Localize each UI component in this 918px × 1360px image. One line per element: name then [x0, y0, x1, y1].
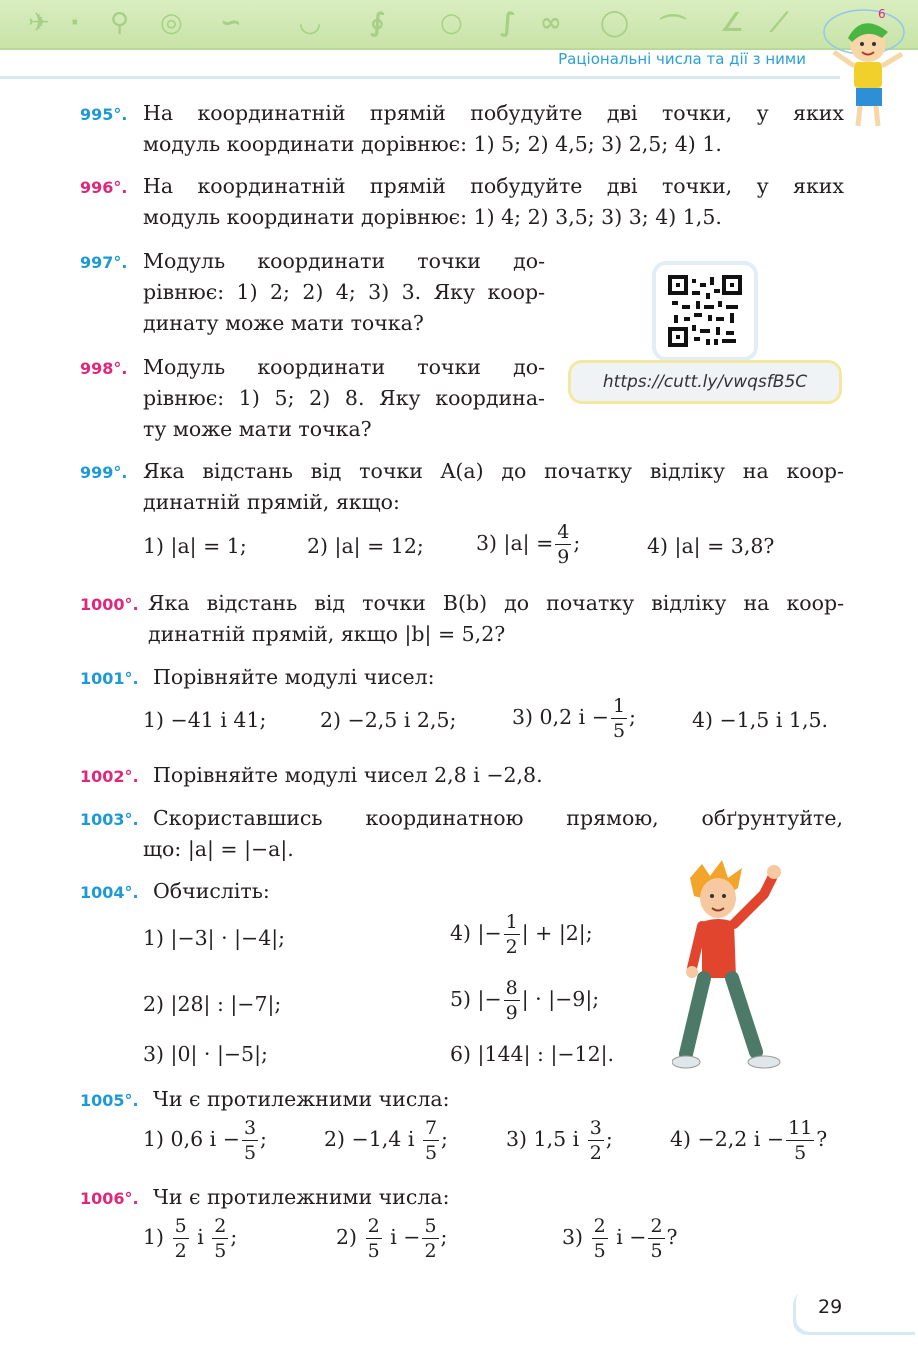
math-doodle-icon: ⚲ — [110, 8, 130, 38]
exercise-998 — [80, 352, 127, 384]
text-line: рівнює: 1) 2; 2) 4; 3) 3. Яку коор- — [143, 280, 545, 304]
item: 1) |−3| · |−4|; — [143, 926, 286, 950]
text-line: Чи є протилежними числа: — [153, 1087, 450, 1111]
text-line: що: |a| = |−a|. — [143, 837, 294, 861]
math-doodle-icon: ∞ — [540, 8, 562, 38]
exercise-number: 995°. — [80, 105, 128, 124]
page-number-tab — [796, 1288, 918, 1332]
fraction: $\frac{2}{5}$ — [367, 1215, 380, 1262]
item: 3) |a| = $\frac{4}{9}$ ; — [476, 521, 581, 568]
item: 3) |0| · |−5|; — [143, 1042, 268, 1066]
text-line: Яка відстань від точки B(b) до початку відліку на коор- — [148, 591, 844, 615]
exercise-997 — [80, 246, 127, 278]
exercise-number: 1002°. — [80, 767, 139, 786]
exercise-text — [143, 98, 844, 160]
exercise-number: 997°. — [80, 253, 128, 272]
text-line: динатній прямій, якщо: — [143, 490, 400, 514]
fraction: $\frac{11}{5}$ — [788, 1117, 813, 1164]
exercise-number: 1005°. — [80, 1091, 139, 1110]
exercise-999 — [80, 456, 127, 488]
text-line: На координатній прямій побудуйте дві точки, у яких — [143, 174, 844, 198]
text-line: рівнює: 1) 5; 2) 8. Яку координа- — [143, 386, 545, 410]
math-doodle-icon: ∫ — [500, 8, 516, 38]
text-line: Порівняйте модулі чисел 2,8 і −2,8. — [153, 763, 543, 787]
item: 4) −2,2 і − $\frac{11}{5}$ ? — [670, 1117, 828, 1164]
math-doodle-icon: ○ — [440, 8, 463, 38]
exercise-1006 — [80, 1182, 139, 1214]
fraction: $\frac{1}{5}$ — [612, 695, 626, 742]
qr-link[interactable]: https://cutt.ly/vwqsfB5C — [568, 360, 842, 404]
exercise-text — [148, 588, 844, 650]
exercise-text — [143, 246, 545, 339]
exercise-number: 1001°. — [80, 669, 139, 688]
fraction: $\frac{8}{9}$ — [505, 977, 518, 1024]
exercise-1003 — [80, 803, 139, 835]
exercise-text — [153, 1084, 843, 1115]
math-doodle-icon: ◯ — [600, 8, 630, 38]
fraction: $\frac{2}{5}$ — [214, 1215, 227, 1262]
text-line: модуль координати дорівнює: 1) 5; 2) 4,5; 3) 2,5; 4) 1. — [143, 132, 722, 156]
exercise-1001 — [80, 662, 139, 694]
page-number: 29 — [818, 1296, 843, 1318]
fraction: $\frac{5}{2}$ — [424, 1215, 437, 1262]
item: 1) 0,6 і − $\frac{3}{5}$ ; — [143, 1117, 267, 1164]
fraction: $\frac{2}{5}$ — [593, 1215, 606, 1262]
math-doodle-icon: ✈ — [28, 8, 50, 38]
exercise-number: 999°. — [80, 463, 128, 482]
math-doodle-icon: ◡ — [300, 8, 320, 38]
text-line: Скориставшись координатною прямою, обґрунтуйте, — [153, 806, 843, 830]
exercise-text — [153, 760, 843, 791]
svg-text:6: 6 — [878, 7, 886, 21]
exercise-995 — [80, 98, 127, 130]
text-line: ту може мати точка? — [143, 417, 372, 441]
item: 4) −1,5 і 1,5. — [692, 708, 829, 732]
fraction: $\frac{2}{5}$ — [650, 1215, 663, 1262]
exercise-text — [143, 171, 844, 233]
exercise-text — [153, 876, 553, 907]
item: 5) |− $\frac{8}{9}$ | · |−9|; — [450, 977, 600, 1024]
item: 2) |a| = 12; — [307, 534, 424, 558]
exercise-number: 996°. — [80, 178, 128, 197]
text-line: динатній прямій, якщо |b| = 5,2? — [148, 622, 506, 646]
fraction: $\frac{5}{2}$ — [174, 1215, 187, 1262]
math-doodle-icon: ∙ — [70, 8, 80, 38]
boy-illustration-icon — [672, 858, 796, 1078]
text-line: Порівняйте модулі чисел: — [153, 665, 435, 689]
item: 6) |144| : |−12|. — [450, 1042, 615, 1066]
item: 4) |− $\frac{1}{2}$ | + |2|; — [450, 911, 593, 958]
exercise-1004 — [80, 876, 139, 908]
item: 4) |a| = 3,8? — [647, 534, 775, 558]
item: 2) −2,5 і 2,5; — [320, 708, 457, 732]
text-line: динату може мати точка? — [143, 311, 424, 335]
item: 1) −41 і 41; — [143, 708, 267, 732]
item: 2) |28| : |−7|; — [143, 992, 282, 1016]
qr-code-icon — [656, 265, 754, 357]
text-line: Обчисліть: — [153, 879, 270, 903]
fraction: $\frac{4}{9}$ — [557, 521, 570, 568]
qr-code[interactable] — [656, 265, 754, 357]
item: 1) $\frac{5}{2}$ і $\frac{2}{5}$ ; — [143, 1215, 238, 1262]
top-decorative-band — [0, 0, 918, 50]
fraction: $\frac{3}{2}$ — [589, 1117, 602, 1164]
item: 3) 0,2 і − $\frac{1}{5}$ ; — [512, 695, 636, 742]
math-doodle-icon: ⟋ — [770, 8, 789, 38]
fraction: $\frac{3}{5}$ — [243, 1117, 257, 1164]
exercise-number: 998°. — [80, 359, 128, 378]
exercise-text — [143, 456, 844, 518]
math-doodle-icon: ∽ — [220, 8, 242, 38]
exercise-1002 — [80, 760, 139, 792]
exercise-number: 1004°. — [80, 883, 139, 902]
math-doodle-icon: ∮ — [370, 8, 385, 38]
text-line: Чи є протилежними числа: — [153, 1185, 450, 1209]
exercise-996 — [80, 171, 127, 203]
item: 2) −1,4 і $\frac{7}{5}$ ; — [324, 1117, 448, 1164]
math-doodle-icon: ⌒ — [660, 14, 687, 44]
exercise-text — [143, 803, 843, 865]
text-line: модуль координати дорівнює: 1) 4; 2) 3,5; 3) 3; 4) 1,5. — [143, 205, 722, 229]
exercise-text — [153, 1182, 843, 1213]
text-line: На координатній прямій побудуйте дві точки, у яких — [143, 101, 844, 125]
exercise-number: 1006°. — [80, 1189, 139, 1208]
fraction: $\frac{1}{2}$ — [505, 911, 518, 958]
exercise-text — [153, 662, 843, 693]
text-line: Модуль координати точки до- — [143, 355, 545, 379]
item: 3) $\frac{2}{5}$ і − $\frac{2}{5}$ ? — [562, 1215, 678, 1262]
math-doodle-icon: ∠ — [720, 8, 744, 38]
exercise-1005 — [80, 1084, 139, 1116]
item: 1) |a| = 1; — [143, 534, 247, 558]
text-line: Яка відстань від точки A(a) до початку відліку на коор- — [143, 459, 844, 483]
exercise-1000 — [80, 588, 139, 620]
item: 3) 1,5 і $\frac{3}{2}$ ; — [506, 1117, 613, 1164]
math-doodle-icon: ◎ — [160, 8, 183, 38]
exercise-number: 1003°. — [80, 810, 139, 829]
exercise-text — [143, 352, 545, 445]
chapter-title: Раціональні числа та дії з ними — [558, 50, 806, 68]
fraction: $\frac{7}{5}$ — [424, 1117, 438, 1164]
item: 2) $\frac{2}{5}$ і − $\frac{5}{2}$ ; — [336, 1215, 448, 1262]
text-line: Модуль координати точки до- — [143, 249, 545, 273]
exercise-number: 1000°. — [80, 595, 139, 614]
